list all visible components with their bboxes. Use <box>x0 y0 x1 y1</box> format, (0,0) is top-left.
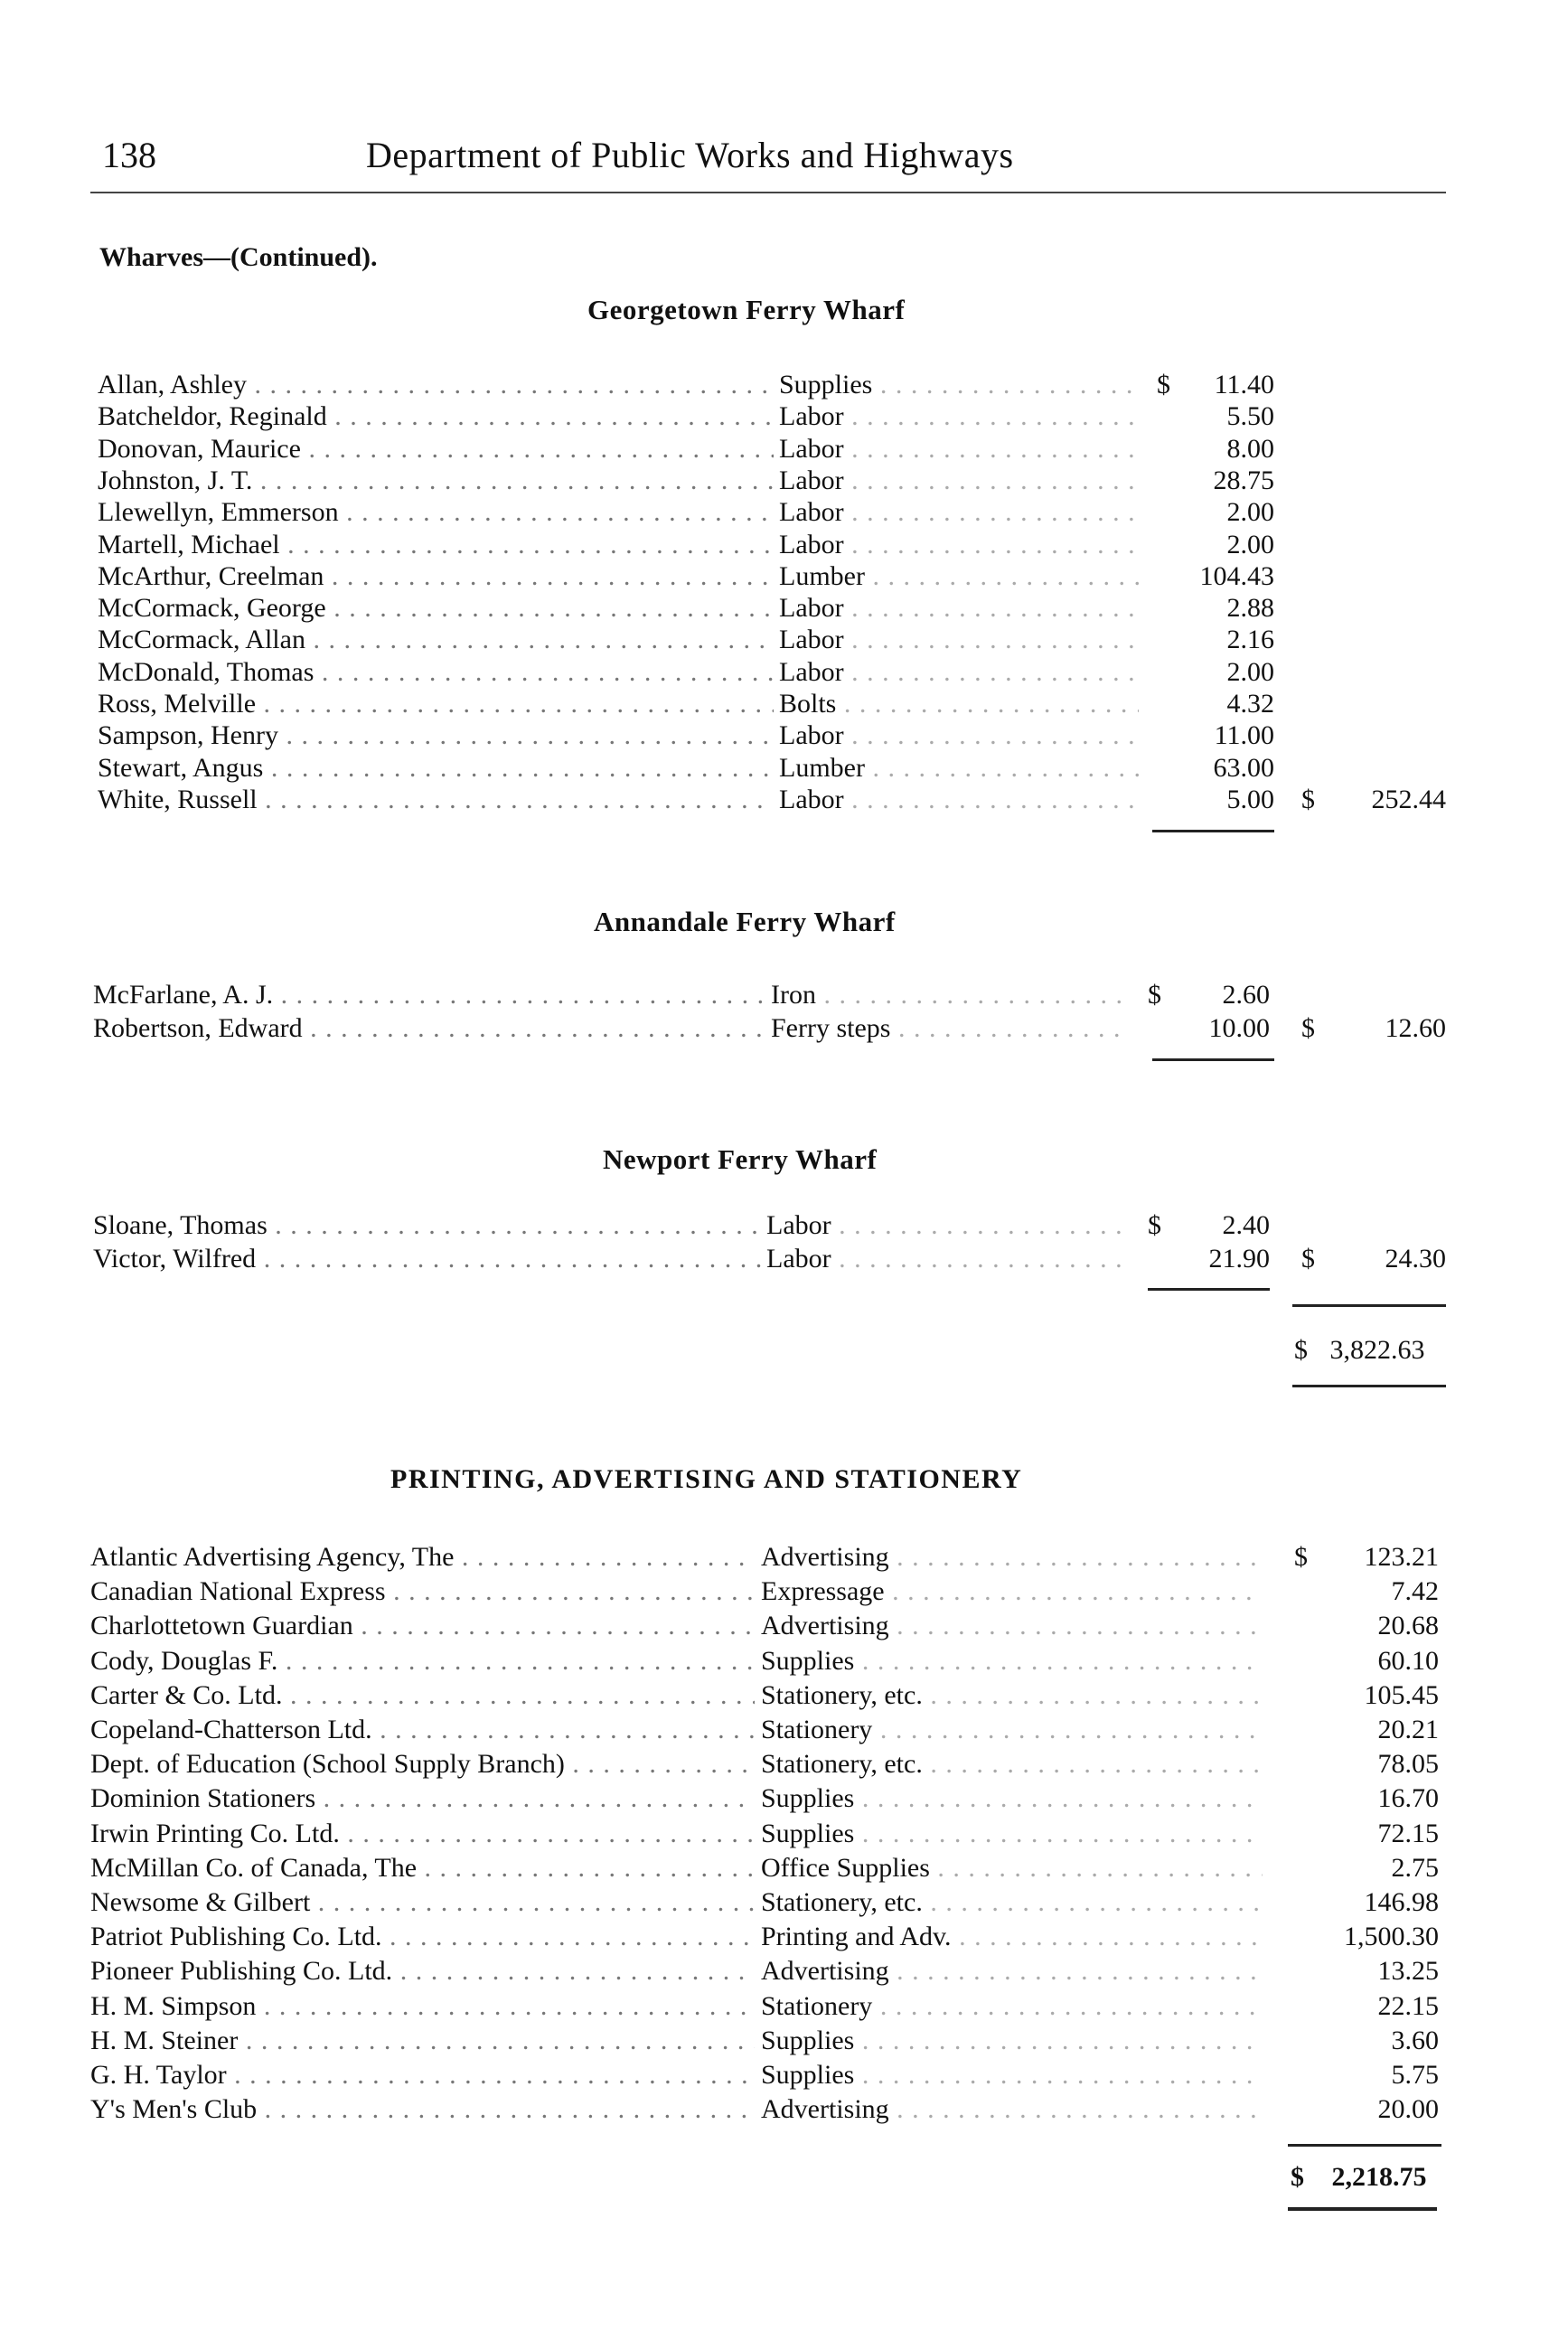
continued-label: Wharves—(Continued). <box>99 242 378 272</box>
expense-item: Advertising . . . <box>761 1610 1263 1642</box>
payee-name: McDonald, Thomas . . . <box>98 656 774 689</box>
subtotal-rule <box>1148 1288 1270 1291</box>
amount: 4.32 <box>1226 689 1274 719</box>
expense-item: Stationery, etc. . . . <box>761 1679 1263 1712</box>
wharves-grand-total <box>1294 1335 1425 1366</box>
payee-name: Dominion Stationers . . . <box>90 1782 755 1815</box>
payee-name: G. H. Taylor . . . <box>90 2059 755 2092</box>
amount: 20.68 <box>1377 1611 1439 1641</box>
dollar-sign: $ <box>1294 1335 1308 1365</box>
expense-item: Printing and Adv. . . . <box>761 1921 1263 1953</box>
amount: 146.98 <box>1364 1887 1439 1917</box>
ledger-row <box>0 465 1568 497</box>
expense-item: Bolts . . . <box>779 688 1139 720</box>
amount: 11.40 <box>1214 370 1274 400</box>
expense-item: Labor . . . <box>779 433 1139 465</box>
expense-item: Supplies . . . <box>761 2025 1263 2057</box>
payee-name: Pioneer Publishing Co. Ltd. . . . <box>90 1955 755 1988</box>
amount: 60.10 <box>1377 1645 1439 1676</box>
expense-item: Advertising . . . <box>761 2093 1263 2126</box>
amount: 8.00 <box>1226 433 1274 464</box>
payee-name: H. M. Steiner . . . <box>90 2025 755 2057</box>
total-rule <box>1292 1385 1446 1387</box>
payee-name: H. M. Simpson . . . <box>90 1990 755 2023</box>
expense-item: Labor . . . <box>779 592 1139 625</box>
amount: 13.25 <box>1377 1956 1439 1987</box>
ledger-row <box>0 1748 1568 1781</box>
total-rule <box>1292 1304 1446 1307</box>
ledger-row <box>0 400 1568 433</box>
expense-item: Labor . . . <box>766 1209 1130 1242</box>
section-total: 24.30 <box>1385 1244 1446 1274</box>
payee-name: McCormack, George . . . <box>98 592 774 625</box>
ledger-row <box>0 1541 1568 1574</box>
section-title-newport: Newport Ferry Wharf <box>603 1143 878 1175</box>
expense-item: Lumber . . . <box>779 560 1139 593</box>
payee-name: Martell, Michael . . . <box>98 529 774 561</box>
dollar-sign: $ <box>1301 1013 1315 1043</box>
ledger-row <box>0 1645 1568 1678</box>
dollar-sign: $ <box>1148 1210 1161 1240</box>
payee-name: Carter & Co. Ltd. . . . <box>90 1679 755 1712</box>
section-title-annandale: Annandale Ferry Wharf <box>594 906 896 937</box>
amount: 21.90 <box>1208 1244 1270 1274</box>
section-total: 252.44 <box>1371 784 1446 814</box>
expense-item: Labor . . . <box>779 496 1139 529</box>
expense-item: Supplies . . . <box>761 1645 1263 1678</box>
expense-item: Stationery . . . <box>761 1990 1263 2023</box>
ledger-row <box>0 1990 1568 2023</box>
payee-name: Robertson, Edward . . . <box>93 1012 765 1045</box>
amount: 3.60 <box>1391 2025 1439 2055</box>
dollar-sign: $ <box>1291 2162 1304 2192</box>
payee-name: Cody, Douglas F. . . . <box>90 1645 755 1678</box>
amount: 7.42 <box>1391 1576 1439 1607</box>
expense-item: Labor . . . <box>779 400 1139 433</box>
payee-name: McCormack, Allan . . . <box>98 624 774 656</box>
payee-name: Johnston, J. T. . . . <box>98 465 774 497</box>
amount: 104.43 <box>1199 560 1274 591</box>
ledger-row <box>0 592 1568 625</box>
ledger-row <box>0 979 1568 1011</box>
expense-item: Advertising . . . <box>761 1541 1263 1574</box>
ledger-row <box>0 2025 1568 2057</box>
page-number: 138 <box>102 135 156 175</box>
payee-name: McArthur, Creelman . . . <box>98 560 774 593</box>
payee-name: Y's Men's Club . . . <box>90 2093 755 2126</box>
payee-name: Donovan, Maurice . . . <box>98 433 774 465</box>
payee-name: Batcheldor, Reginald . . . <box>98 400 774 433</box>
amount: 5.00 <box>1226 784 1274 814</box>
expense-item: Labor . . . <box>779 719 1139 752</box>
subtotal-rule <box>1152 1058 1274 1061</box>
payee-name: Victor, Wilfred . . . <box>93 1243 761 1275</box>
expense-item: Stationery, etc. . . . <box>761 1886 1263 1919</box>
payee-name: Irwin Printing Co. Ltd. . . . <box>90 1818 755 1850</box>
dollar-sign: $ <box>1301 784 1315 814</box>
amount: 2.60 <box>1222 980 1270 1010</box>
amount: 105.45 <box>1364 1679 1439 1710</box>
payee-name: Atlantic Advertising Agency, The . . . <box>90 1541 755 1574</box>
amount: 20.00 <box>1377 2094 1439 2125</box>
expense-item: Expressage . . . <box>761 1575 1263 1608</box>
dollar-sign: $ <box>1157 370 1170 400</box>
header-rule <box>90 192 1446 193</box>
amount: 11.00 <box>1214 720 1274 751</box>
ledger-row <box>0 2059 1568 2092</box>
payee-name: Sloane, Thomas . . . <box>93 1209 761 1242</box>
total-rule <box>1288 2207 1437 2211</box>
expense-item: Ferry steps . . . <box>771 1012 1130 1045</box>
ledger-row <box>0 1679 1568 1712</box>
ledger-row <box>0 529 1568 561</box>
subtotal-rule <box>1152 830 1274 832</box>
expense-item: Office Supplies . . . <box>761 1852 1263 1885</box>
section-total: 12.60 <box>1385 1013 1446 1043</box>
payee-name: Sampson, Henry . . . <box>98 719 774 752</box>
expense-item: Labor . . . <box>779 784 1139 816</box>
amount: 2.16 <box>1226 625 1274 655</box>
ledger-row <box>0 1886 1568 1919</box>
payee-name: Stewart, Angus . . . <box>98 752 774 785</box>
amount: 5.50 <box>1226 401 1274 432</box>
ledger-row <box>0 1818 1568 1850</box>
running-title: Department of Public Works and Highways <box>366 135 1014 175</box>
amount: 16.70 <box>1377 1783 1439 1814</box>
payee-name: Canadian National Express . . . <box>90 1575 755 1608</box>
amount: 2.40 <box>1222 1210 1270 1240</box>
printing-total <box>1291 2162 1427 2193</box>
expense-item: Iron . . . <box>771 979 1130 1011</box>
amount: 2.75 <box>1391 1852 1439 1883</box>
payee-name: Charlottetown Guardian . . . <box>90 1610 755 1642</box>
ledger-row <box>0 1921 1568 1953</box>
amount: 2.00 <box>1226 497 1274 528</box>
expense-item: Supplies . . . <box>761 1782 1263 1815</box>
section-title-georgetown: Georgetown Ferry Wharf <box>587 294 906 325</box>
payee-name: Copeland-Chatterson Ltd. . . . <box>90 1714 755 1746</box>
amount: 28.75 <box>1213 465 1274 495</box>
payee-name: White, Russell . . . <box>98 784 774 816</box>
payee-name: Llewellyn, Emmerson . . . <box>98 496 774 529</box>
expense-item: Advertising . . . <box>761 1955 1263 1988</box>
grand-total-value: 3,822.63 <box>1329 1335 1425 1365</box>
ledger-row <box>0 656 1568 689</box>
ledger-row <box>0 433 1568 465</box>
section-title-printing: PRINTING, ADVERTISING AND STATIONERY <box>390 1464 1023 1494</box>
ledger-row <box>0 2093 1568 2126</box>
ledger-row <box>0 719 1568 752</box>
expense-item: Stationery . . . <box>761 1714 1263 1746</box>
dollar-sign: $ <box>1294 1542 1308 1572</box>
ledger-row <box>0 752 1568 785</box>
amount: 78.05 <box>1377 1749 1439 1780</box>
payee-name: Patriot Publishing Co. Ltd. . . . <box>90 1921 755 1953</box>
payee-name: McMillan Co. of Canada, The . . . <box>90 1852 755 1885</box>
ledger-row <box>0 369 1568 401</box>
amount: 72.15 <box>1377 1818 1439 1848</box>
expense-item: Stationery, etc. . . . <box>761 1748 1263 1781</box>
amount: 2.88 <box>1226 593 1274 624</box>
ledger-row <box>0 496 1568 529</box>
ledger-row <box>0 560 1568 593</box>
ledger-row <box>0 1209 1568 1242</box>
expense-item: Labor . . . <box>779 624 1139 656</box>
expense-item: Labor . . . <box>779 529 1139 561</box>
amount: 2.00 <box>1226 529 1274 559</box>
ledger-row <box>0 1610 1568 1642</box>
ledger-row <box>0 1852 1568 1885</box>
expense-item: Supplies . . . <box>761 1818 1263 1850</box>
payee-name: Dept. of Education (School Supply Branch) . . . <box>90 1748 755 1781</box>
payee-name: McFarlane, A. J. . . . <box>93 979 765 1011</box>
amount: 22.15 <box>1377 1990 1439 2021</box>
payee-name: Newsome & Gilbert . . . <box>90 1886 755 1919</box>
dollar-sign: $ <box>1301 1244 1315 1274</box>
ledger-row <box>0 1243 1568 1275</box>
payee-name: Ross, Melville . . . <box>98 688 774 720</box>
ledger-row <box>0 1575 1568 1608</box>
ledger-row <box>0 1955 1568 1988</box>
expense-item: Lumber . . . <box>779 752 1139 785</box>
expense-item: Labor . . . <box>779 465 1139 497</box>
payee-name: Allan, Ashley . . . <box>98 369 774 401</box>
amount: 5.75 <box>1391 2060 1439 2090</box>
ledger-row <box>0 624 1568 656</box>
amount: 2.00 <box>1226 656 1274 687</box>
amount: 123.21 <box>1364 1542 1439 1572</box>
expense-item: Labor . . . <box>766 1243 1130 1275</box>
printing-total-value: 2,218.75 <box>1331 2162 1427 2192</box>
ledger-row <box>0 784 1568 816</box>
total-rule <box>1288 2144 1441 2147</box>
amount: 1,500.30 <box>1344 1922 1439 1952</box>
expense-item: Supplies . . . <box>761 2059 1263 2092</box>
expense-item: Labor . . . <box>779 656 1139 689</box>
ledger-row <box>0 1714 1568 1746</box>
amount: 63.00 <box>1213 752 1274 783</box>
dollar-sign: $ <box>1148 980 1161 1010</box>
amount: 20.21 <box>1377 1715 1439 1744</box>
expense-item: Supplies . . . <box>779 369 1139 401</box>
ledger-row <box>0 1012 1568 1045</box>
amount: 10.00 <box>1208 1013 1270 1043</box>
ledger-row <box>0 1782 1568 1815</box>
ledger-row <box>0 688 1568 720</box>
